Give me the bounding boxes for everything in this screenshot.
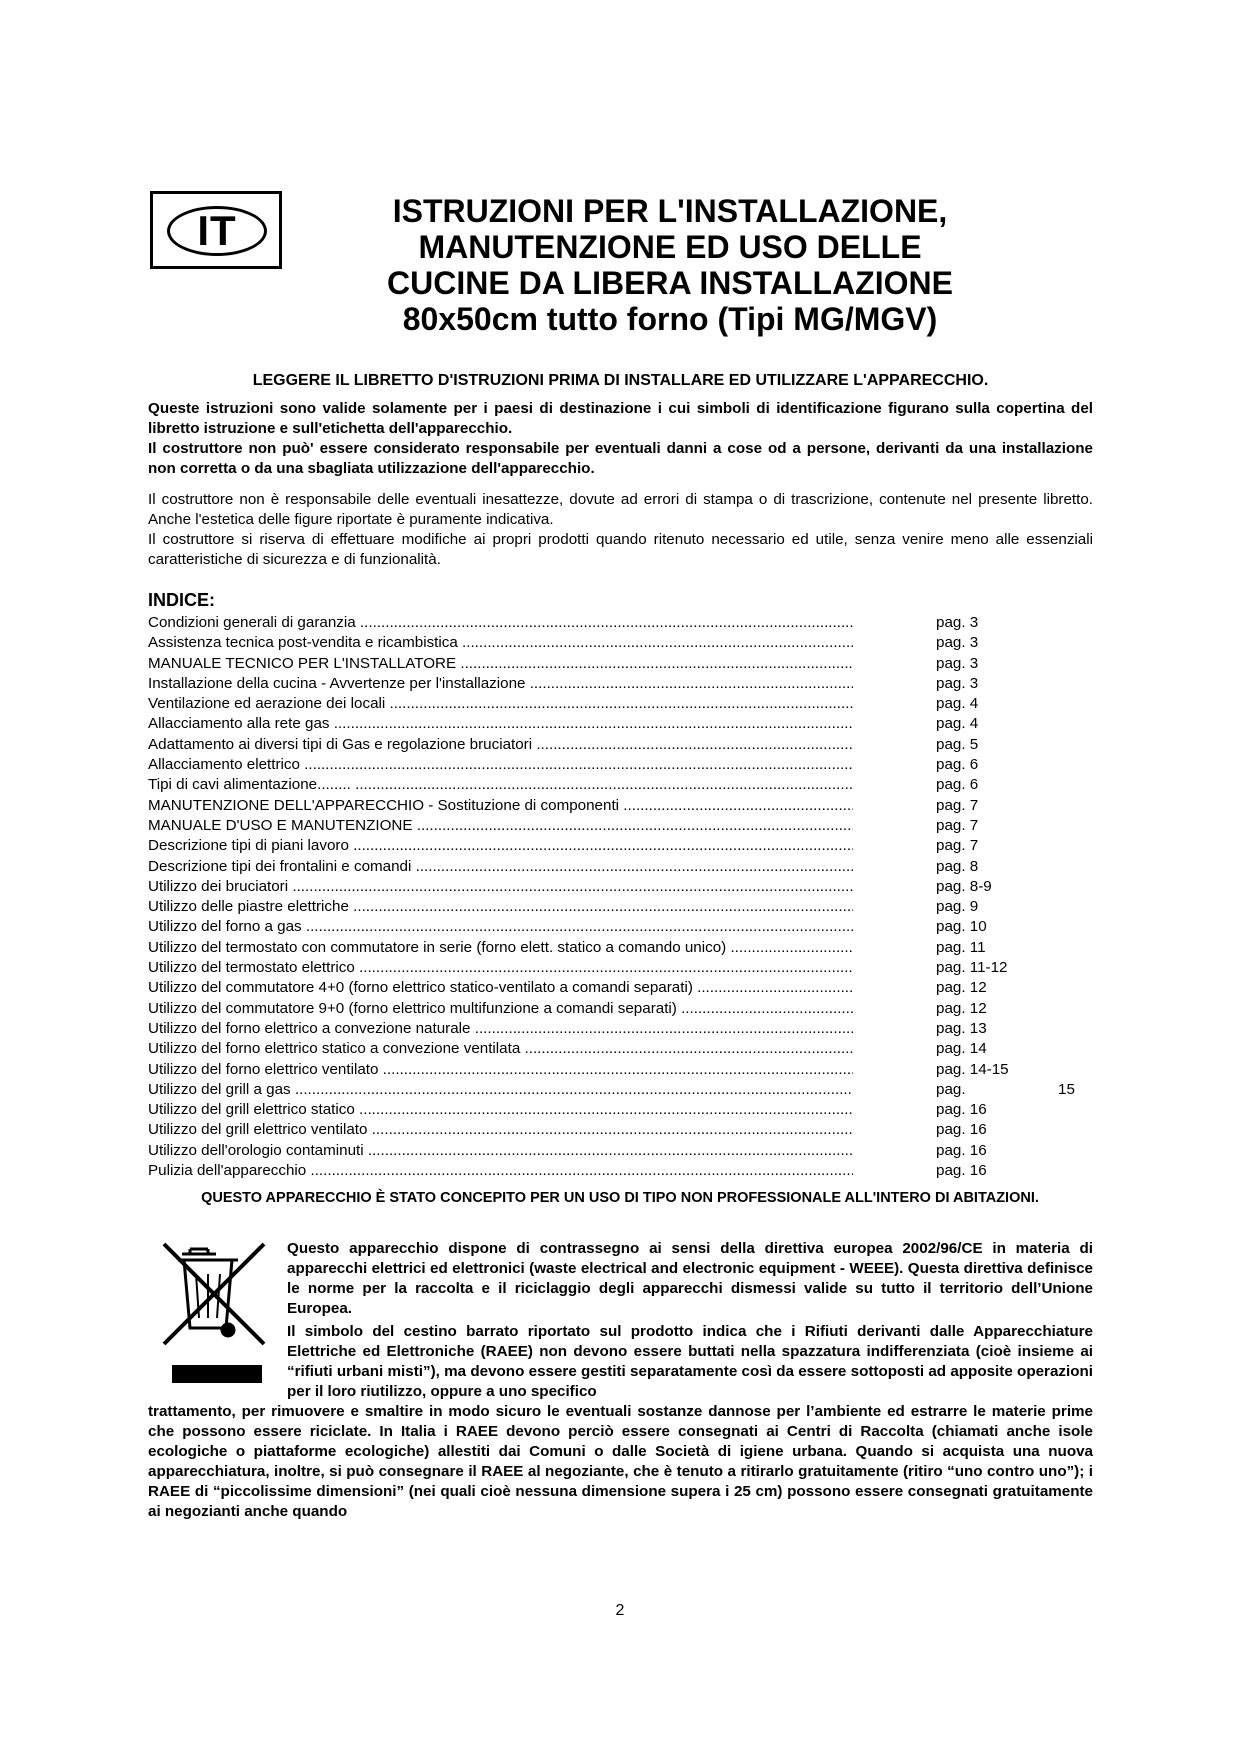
index-entry <box>148 877 1093 897</box>
index-entry-label: Installazione della cucina - Avvertenze per l'installazione ..... <box>148 674 853 694</box>
index-entry-page: pag. 7 <box>936 796 979 814</box>
index-entry <box>148 755 1093 775</box>
index-entry <box>148 978 1093 998</box>
index-entry-label: Utilizzo del forno elettrico a convezione naturale ..... <box>148 1019 853 1039</box>
index-entry <box>148 613 1093 633</box>
index-entry <box>148 938 1093 958</box>
index-entry-label: Utilizzo del commutatore 9+0 (forno elettrico multifunzione a comandi separati) ..... <box>148 999 853 1019</box>
disclaimer-errors: Il costruttore non è responsabile delle eventuali inesattezze, dovute ad errori di stampa o di trascrizione, contenute nel presente libretto. Anche l'estetica delle figure riportate è puramente indicativa. <box>148 491 1093 528</box>
index-entry-page: pag. 16 <box>936 1141 987 1159</box>
index-entry <box>148 1019 1093 1039</box>
index-entry-label: Utilizzo del forno a gas ..... <box>148 917 853 937</box>
index-entry <box>148 917 1093 937</box>
page-number: 2 <box>615 1602 625 1619</box>
index-entry <box>148 654 1093 674</box>
title-line: MANUTENZIONE ED USO DELLE <box>418 229 922 265</box>
index-entry-page: pag. 5 <box>936 735 979 753</box>
index-entry-page: pag. 4 <box>936 695 979 713</box>
index-entry-page: pag. 3 <box>936 674 979 692</box>
index-entry <box>148 816 1093 836</box>
index-entry-label: Adattamento ai diversi tipi di Gas e regolazione bruciatori ..... <box>148 735 853 755</box>
index-entry-page: pag. 6 <box>936 776 979 794</box>
index-entry <box>148 796 1093 816</box>
title-line: 80x50cm tutto forno (Tipi MG/MGV) <box>402 301 938 337</box>
index-entry-label: Ventilazione ed aerazione dei locali ..... <box>148 694 853 714</box>
index-entry-label: Allacciamento alla rete gas ..... <box>148 714 853 734</box>
title-line: ISTRUZIONI PER L'INSTALLAZIONE, <box>392 193 948 229</box>
index-entry-label: MANUTENZIONE DELL'APPARECCHIO - Sostituzione di componenti ..... <box>148 796 853 816</box>
index-entry-label: Assistenza tecnica post-vendita e ricambistica ..... <box>148 633 853 653</box>
index-entry-page: pag. 13 <box>936 1019 987 1037</box>
language-badge <box>150 191 282 269</box>
index-entry-page: pag. <box>936 1080 966 1098</box>
index-entry <box>148 1039 1093 1059</box>
index-entry-label: Utilizzo del termostato con commutatore in serie (forno elett. statico a comando unico) ..... <box>148 938 853 958</box>
index-entry-page: pag. 12 <box>936 979 987 997</box>
index-entry-page: pag. 12 <box>936 999 987 1017</box>
validity-note: Queste istruzioni sono valide solamente per i paesi di destinazione i cui simboli di identificazione figurano sulla copertina del libretto istruzione e sull'etichetta dell'apparecchio. <box>148 400 1093 437</box>
index-entry-label: MANUALE TECNICO PER L'INSTALLATORE ..... <box>148 654 853 674</box>
index-entry <box>148 1100 1093 1120</box>
index-entry <box>148 836 1093 856</box>
index-entry-label: Utilizzo del grill elettrico statico ..... <box>148 1100 853 1120</box>
index-entry-label: Utilizzo del termostato elettrico ..... <box>148 958 853 978</box>
index-entry-page: pag. 16 <box>936 1121 987 1139</box>
document-title <box>320 193 1020 337</box>
index-entry-page: pag. 11 <box>936 938 986 956</box>
crossed-out-wheelie-bin-icon <box>160 1240 270 1390</box>
index-entry <box>148 958 1093 978</box>
index-entry-page: pag. 4 <box>936 715 979 733</box>
index-entry-page: pag. 10 <box>936 918 987 936</box>
index-entry-page: pag. 14 <box>936 1040 987 1058</box>
language-oval <box>167 206 267 256</box>
index-entry <box>148 1161 1093 1181</box>
weee-symbol-paragraph: Il simbolo del cestino barrato riportato sul prodotto indica che i Rifiuti derivanti dalle Apparecchiature Elettriche ed Elettroniche (RAEE) non devono essere buttati nella spazzatura indifferenziata (cioè insieme ai “rifiuti urbani misti”), ma devono essere gestiti separatamente così da essere sottoposti ad apposite operazioni per il loro riutilizzo, oppure a uno specifico <box>287 1323 1093 1400</box>
index-entry <box>148 999 1093 1019</box>
index-entry-label: Condizioni generali di garanzia ..... <box>148 613 853 633</box>
index-entry <box>148 694 1093 714</box>
table-of-contents <box>148 613 1093 1181</box>
index-entry <box>148 857 1093 877</box>
index-entry-page: pag. 7 <box>936 816 979 834</box>
index-entry-page: pag. 3 <box>936 634 979 652</box>
weee-directive-paragraph: Questo apparecchio dispone di contrassegno ai sensi della direttiva europea 2002/96/CE in materia di apparecchi elettrici ed elettronici (waste electrical and electronic equipment - WEEE). Questa direttiva definisce le norme per la raccolta e il riciclaggio degli apparecchi dismessi valide su tutto il territorio dell’Unione Europea. <box>287 1240 1093 1317</box>
index-entry-page: pag. 8 <box>936 857 979 875</box>
liability-note: Il costruttore non può' essere considerato responsabile per eventuali danni a cose od a persone, derivanti da una installazione non corretta o da una sbagliata utilizzazione dell'apparecchio. <box>148 440 1093 477</box>
index-entry <box>148 1060 1093 1080</box>
index-entry-label: Utilizzo del grill a gas ..... <box>148 1080 853 1100</box>
index-entry-label: Descrizione tipi di piani lavoro ..... <box>148 836 853 856</box>
index-entry <box>148 714 1093 734</box>
index-entry-label: Utilizzo del forno elettrico ventilato ..... <box>148 1060 853 1080</box>
index-entry <box>148 1080 1093 1100</box>
index-entry-page: pag. 7 <box>936 837 979 855</box>
index-entry-page-extra: 15 <box>1058 1080 1075 1098</box>
index-entry-label: Utilizzo dell'orologio contaminuti ..... <box>148 1141 853 1161</box>
index-entry-page: pag. 11-12 <box>936 959 1008 977</box>
index-entry-label: Pulizia dell'apparecchio ..... <box>148 1161 853 1181</box>
index-entry-page: pag. 16 <box>936 1162 987 1180</box>
non-professional-use-notice: QUESTO APPARECCHIO È STATO CONCEPITO PER UN USO DI TIPO NON PROFESSIONALE ALL'INTERO DI ABITAZIONI. <box>201 1190 1039 1206</box>
index-entry-label: Tipi di cavi alimentazione........ ..... <box>148 775 853 795</box>
index-entry-label: Descrizione tipi dei frontalini e comandi ..... <box>148 857 853 877</box>
index-entry <box>148 1141 1093 1161</box>
weee-symbol-paragraph-continued: trattamento, per rimuovere e smaltire in modo sicuro le eventuali sostanze dannose per l’ambiente ed estrarre le materie prime che possono essere riciclate. In Italia i RAEE devono perciò essere consegnati ai Centri di Raccolta (chiamati anche isole ecologiche o piattaforme ecologiche) allestiti dai Comuni o dalle Società di igiene urbana. Quando si acquista una nuova apparecchiatura, inoltre, si può consegnare il RAEE al negoziante, che è tenuto a ritirarlo gratuitamente (ritiro “uno contro uno”); i RAEE di “piccolissime dimensioni” (nei quali cioè nessuna dimensione supera i 25 cm) possono essere consegnati gratuitamente ai negozianti anche quando <box>148 1403 1093 1520</box>
index-entry-label: MANUALE D'USO E MANUTENZIONE ..... <box>148 816 853 836</box>
index-entry-page: pag. 8-9 <box>936 877 992 895</box>
index-entry <box>148 633 1093 653</box>
index-entry-page: pag. 3 <box>936 614 979 631</box>
index-entry <box>148 1120 1093 1140</box>
index-entry <box>148 775 1093 795</box>
index-entry-label: Utilizzo del grill elettrico ventilato ..... <box>148 1120 853 1140</box>
index-entry-label: Utilizzo del forno elettrico statico a convezione ventilata ..... <box>148 1039 853 1059</box>
disclaimer-changes: Il costruttore si riserva di effettuare modifiche ai propri prodotti quando ritenuto necessario ed utile, senza venire meno alle essenziali caratteristiche di sicurezza e di funzionalità. <box>148 531 1093 568</box>
index-entry-page: pag. 14-15 <box>936 1060 1009 1078</box>
index-entry <box>148 674 1093 694</box>
index-entry <box>148 897 1093 917</box>
index-entry-page: pag. 9 <box>936 898 979 916</box>
index-entry-page: pag. 16 <box>936 1101 987 1119</box>
read-manual-warning: LEGGERE IL LIBRETTO D'ISTRUZIONI PRIMA DI INSTALLARE ED UTILIZZARE L'APPARECCHIO. <box>252 372 989 389</box>
language-code: IT <box>197 207 237 254</box>
index-entry <box>148 735 1093 755</box>
index-entry-label: Allacciamento elettrico ..... <box>148 755 853 775</box>
index-entry-page: pag. 6 <box>936 756 979 774</box>
index-title: INDICE: <box>148 590 215 610</box>
index-entry-label: Utilizzo del commutatore 4+0 (forno elettrico statico-ventilato a comandi separati) ..... <box>148 978 853 998</box>
index-entry-label: Utilizzo delle piastre elettriche ..... <box>148 897 853 917</box>
index-entry-page: pag. 3 <box>936 654 979 672</box>
title-line: CUCINE DA LIBERA INSTALLAZIONE <box>387 265 953 301</box>
index-entry-label: Utilizzo dei bruciatori ..... <box>148 877 853 897</box>
